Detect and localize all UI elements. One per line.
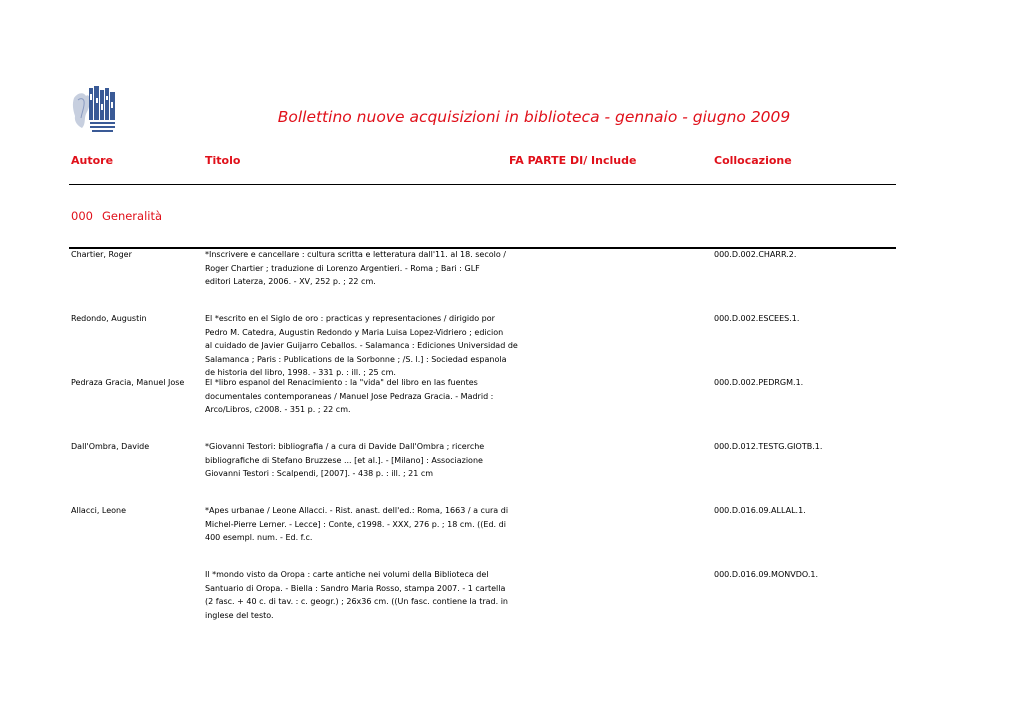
record-title-line: 400 esempl. num. - Ed. f.c. — [205, 533, 313, 543]
record-title-line: Giovanni Testori : Scalpendi, [2007]. - 438 p. : ill. ; 21 cm — [205, 469, 434, 479]
section-heading — [71, 209, 162, 223]
record-title-line: El *escrito en el Siglo de oro : practicas y representaciones / dirigido por — [205, 314, 495, 323]
section-code: 000 — [71, 209, 93, 223]
record-author: Chartier, Roger — [71, 250, 132, 259]
record-location: 000.D.002.ESCEES.1. — [714, 314, 800, 323]
record-title-line: (2 fasc. + 40 c. di tav. : c. geogr.) ; 26x36 cm. ((Un fasc. contiene la trad. in — [205, 597, 508, 607]
record-location: 000.D.012.TESTG.GIOTB.1. — [714, 442, 823, 451]
section-name: Generalità — [101, 209, 163, 223]
record-title-line: *Inscrivere e cancellare : cultura scritta e letteratura dall'11. al 18. secolo / — [205, 250, 506, 259]
record-title-line: El *libro espanol del Renacimiento : la "vida" del libro en las fuentes — [205, 378, 478, 387]
record-title-line: Roger Chartier ; traduzione di Lorenzo Argentieri. - Roma ; Bari : GLF — [205, 263, 480, 273]
record-author: Pedraza Gracia, Manuel Jose — [71, 378, 185, 387]
column-header-title: Titolo — [205, 154, 241, 167]
header-divider — [69, 184, 896, 185]
record-title-line: Pedro M. Catedra, Augustin Redondo y Maria Luisa Lopez-Vidriero ; edicion — [205, 327, 504, 337]
record-title-line: Michel-Pierre Lerner. - Lecce] : Conte, c1998. - XXX, 276 p. ; 18 cm. ((Ed. di — [205, 519, 506, 529]
record-title-line: Santuario di Oropa. - Biella : Sandro Maria Rosso, stampa 2007. - 1 cartella — [205, 583, 506, 593]
record-location: 000.D.016.09.ALLAL.1. — [714, 506, 806, 515]
record-author: Redondo, Augustin — [71, 314, 147, 323]
record-location: 000.D.016.09.MONVDO.1. — [714, 570, 819, 579]
page-title: Bollettino nuove acquisizioni in biblioteca - gennaio - giugno 2009 — [277, 108, 791, 126]
record-title-line: *Apes urbanae / Leone Allacci. - Rist. anast. dell'ed.: Roma, 1663 / a cura di — [205, 506, 509, 515]
column-header-part-of: FA PARTE DI/ Include — [509, 154, 637, 167]
record-title-line: *Giovanni Testori: bibliografia / a cura di Davide Dall'Ombra ; ricerche — [205, 442, 485, 451]
record-title-line: editori Laterza, 2006. - XV, 252 p. ; 22 cm. — [205, 277, 376, 287]
record-title-line: documentales contemporaneas / Manuel Jose Pedraza Gracia. - Madrid : — [205, 391, 494, 401]
record-author: Allacci, Leone — [71, 506, 127, 515]
column-header-author: Autore — [71, 154, 114, 167]
record-location: 000.D.002.CHARR.2. — [714, 250, 797, 259]
record-title-line: inglese del testo. — [205, 610, 274, 620]
record-title-line: de historia del libro, 1998. - 331 p. : ill. ; 25 cm. — [205, 368, 396, 378]
record-author: Dall'Ombra, Davide — [71, 442, 150, 451]
record-location: 000.D.002.PEDRGM.1. — [714, 378, 804, 387]
record-title-line: Arco/Libros, c2008. - 351 p. ; 22 cm. — [205, 405, 351, 415]
record-title-line: al cuidado de Javier Guijarro Ceballos. - Salamanca : Ediciones Universidad de — [205, 341, 518, 351]
record-title-line: bibliografiche di Stefano Bruzzese ... [et al.]. - [Milano] : Associazione — [205, 455, 483, 465]
record-title-line: Il *mondo visto da Oropa : carte antiche nei volumi della Biblioteca del — [205, 570, 489, 579]
record-title-line: Salamanca ; Paris : Publications de la Sorbonne ; /S. l.] : Sociedad espanola — [205, 354, 507, 364]
column-header-location: Collocazione — [714, 154, 792, 167]
